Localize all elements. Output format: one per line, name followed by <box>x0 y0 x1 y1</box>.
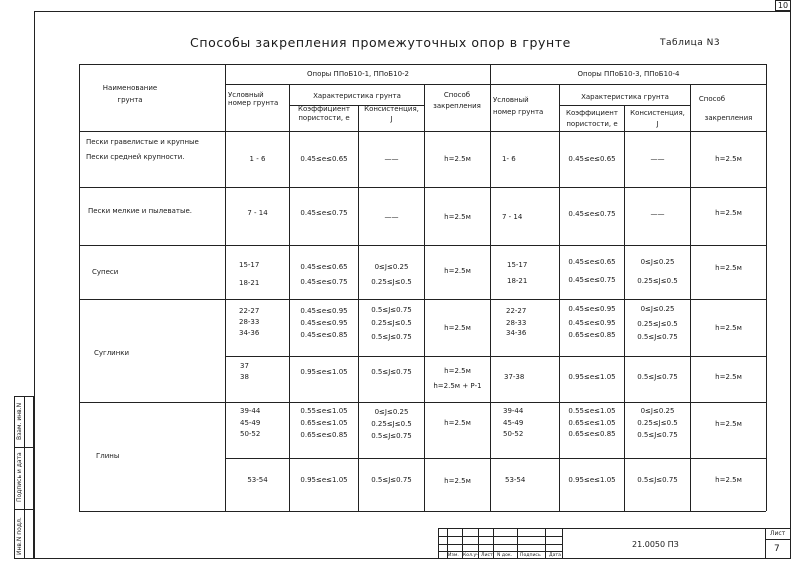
r4-method-2: h=2.5м <box>715 324 742 332</box>
r7-consistency-1: 0.5≤J≤0.75 <box>371 476 412 484</box>
r5-cond-no-2: 37-38 <box>504 373 525 381</box>
stamp-label-izm: Изм. <box>448 553 459 558</box>
soil-sandy-loam: Супеси <box>92 268 119 276</box>
r2-consistency-1: —— <box>384 213 399 221</box>
r4-consistency-2b: 0.25≤J≤0.5 <box>637 320 678 328</box>
r3-cond-no-1a: 15-17 <box>239 261 260 269</box>
header-porosity-2-l2: пористости, е <box>566 120 618 128</box>
r7-method-1: h=2.5м <box>444 477 471 485</box>
header-charact-2: Характеристика грунта <box>581 93 669 101</box>
r4-porosity-2b: 0.45≤е≤0.95 <box>568 319 616 327</box>
r5-consistency-2: 0.5≤J≤0.75 <box>637 373 678 381</box>
r6-consistency-2b: 0.25≤J≤0.5 <box>637 419 678 427</box>
r6-consistency-2c: 0.5≤J≤0.75 <box>637 431 678 439</box>
soil-sands-gravelly: Пески гравелистые и крупные <box>86 138 199 146</box>
stamp-label-list: Лист <box>481 553 493 558</box>
r5-cond-no-1b: 38 <box>240 373 249 381</box>
r4-consistency-1a: 0.5≤J≤0.75 <box>371 306 412 314</box>
r4-cond-no-2a: 22-27 <box>506 307 527 315</box>
header-porosity-2-l1: Коэффициент <box>566 109 618 117</box>
header-group1-title: Опоры ППоБ10-1, ППоБ10-2 <box>306 70 409 78</box>
r6-porosity-2b: 0.65≤е≤1.05 <box>568 419 616 427</box>
r3-cond-no-2b: 18-21 <box>507 277 528 285</box>
r5-method-2: h=2.5м <box>715 373 742 381</box>
r1-method-2: h=2.5м <box>715 155 742 163</box>
r6-consistency-1c: 0.5≤J≤0.75 <box>371 432 412 440</box>
soil-clay: Глины <box>96 452 120 460</box>
r4-consistency-1b: 0.25≤J≤0.5 <box>371 319 412 327</box>
header-cond-no-2-l2: номер грунта <box>493 108 544 116</box>
r3-consistency-2b: 0.25≤J≤0.5 <box>637 277 678 285</box>
r2-porosity-2: 0.45≤е≤0.75 <box>568 210 616 218</box>
r1-porosity-2: 0.45≤е≤0.65 <box>568 155 616 163</box>
r5-consistency-1: 0.5≤J≤0.75 <box>371 368 412 376</box>
r3-porosity-1b: 0.45≤е≤0.75 <box>300 278 348 286</box>
stamp-sheet-label: Лист <box>770 530 786 537</box>
header-soil-name-line1: Наименование <box>102 84 158 92</box>
side-sign-date: Подпись и дата <box>16 452 23 502</box>
header-group2-title: Опоры ППоБ10-3, ППоБ10-4 <box>577 70 680 78</box>
r2-cond-no-1: 7 - 14 <box>247 209 268 217</box>
header-cond-no-2-l1: Условный <box>493 96 529 104</box>
header-consistency-2-l2: J <box>656 120 659 128</box>
r1-consistency-2: —— <box>650 155 665 163</box>
r4-porosity-2a: 0.45≤е≤0.95 <box>568 305 616 313</box>
r4-porosity-1c: 0.45≤е≤0.85 <box>300 331 348 339</box>
r4-cond-no-1c: 34-36 <box>239 329 260 337</box>
r6-porosity-1a: 0.55≤е≤1.05 <box>300 407 348 415</box>
header-cond-no-1-l1: Условный <box>228 91 264 99</box>
r1-porosity-1: 0.45≤е≤0.65 <box>300 155 348 163</box>
r7-cond-no-2: 53-54 <box>505 476 526 484</box>
r3-porosity-2b: 0.45≤е≤0.75 <box>568 276 616 284</box>
r7-method-2: h=2.5м <box>715 476 742 484</box>
r6-cond-no-1a: 39-44 <box>240 407 261 415</box>
header-consistency-2-l1: Консистенция, <box>630 109 685 117</box>
r3-cond-no-2a: 15-17 <box>507 261 528 269</box>
r3-consistency-2a: 0≤J≤0.25 <box>640 258 675 266</box>
header-consistency-1-l2: J <box>390 115 393 123</box>
r2-method-2: h=2.5м <box>715 209 742 217</box>
stamp-label-sign: Подпись <box>520 553 541 558</box>
r6-consistency-1b: 0.25≤J≤0.5 <box>371 420 412 428</box>
r1-cond-no-1: 1 - 6 <box>249 155 266 163</box>
r6-cond-no-2a: 39-44 <box>503 407 524 415</box>
r6-method-2: h=2.5м <box>715 420 742 428</box>
r2-consistency-2: —— <box>650 210 665 218</box>
stamp-sheet-number: 7 <box>774 544 780 554</box>
r3-porosity-2a: 0.45≤е≤0.65 <box>568 258 616 266</box>
r4-cond-no-1b: 28-33 <box>239 318 260 326</box>
r4-consistency-2c: 0.5≤J≤0.75 <box>637 333 678 341</box>
document-code: 21.0050 ПЗ <box>632 540 679 549</box>
r5-cond-no-1a: 37 <box>240 362 249 370</box>
r6-cond-no-2b: 45-49 <box>503 419 524 427</box>
r6-porosity-1b: 0.65≤е≤1.05 <box>300 419 348 427</box>
r7-cond-no-1: 53-54 <box>247 476 268 484</box>
table-number: Таблица N3 <box>660 38 721 48</box>
side-replace: Взам. инв.N <box>16 402 23 440</box>
r4-porosity-2c: 0.65≤е≤0.85 <box>568 331 616 339</box>
page-title: Способы закрепления промежуточных опор в грунте <box>190 35 571 50</box>
r4-cond-no-2c: 34-36 <box>506 329 527 337</box>
r6-cond-no-1c: 50-52 <box>240 430 261 438</box>
r6-consistency-2a: 0≤J≤0.25 <box>640 407 675 415</box>
r4-consistency-2a: 0≤J≤0.25 <box>640 305 675 313</box>
r1-method-1: h=2.5м <box>444 155 471 163</box>
r5-porosity-1: 0.95≤е≤1.05 <box>300 368 348 376</box>
stamp-label-kol: Кол.уч <box>463 553 479 558</box>
r2-porosity-1: 0.45≤е≤0.75 <box>300 209 348 217</box>
r6-porosity-1c: 0.65≤е≤0.85 <box>300 431 348 439</box>
r3-method-1: h=2.5м <box>444 267 471 275</box>
r5-method-1b: h=2.5м + Р-1 <box>433 382 482 390</box>
r4-cond-no-1a: 22-27 <box>239 307 260 315</box>
header-method-1-l1: Способ <box>443 91 471 99</box>
stamp-label-doc: N док. <box>497 553 513 558</box>
r3-method-2: h=2.5м <box>715 264 742 272</box>
header-consistency-1-l1: Консистенция, <box>364 105 419 113</box>
r4-method-1: h=2.5м <box>444 324 471 332</box>
header-cond-no-1-l2: номер грунта <box>228 99 279 107</box>
r3-consistency-1a: 0≤J≤0.25 <box>374 263 409 271</box>
r4-porosity-1a: 0.45≤е≤0.95 <box>300 307 348 315</box>
header-method-1-l2: закрепления <box>433 102 481 110</box>
stamp-label-date: Дата <box>549 553 561 558</box>
sheet-corner-number: 10 <box>775 0 791 11</box>
header-porosity-1-l1: Коэффициент <box>298 105 350 113</box>
r5-method-1a: h=2.5м <box>444 367 471 375</box>
r4-porosity-1b: 0.45≤е≤0.95 <box>300 319 348 327</box>
r1-cond-no-2: 1- 6 <box>502 155 516 163</box>
soil-sands-fine: Пески мелкие и пылеватые. <box>88 207 193 215</box>
header-soil-name-line2: грунта <box>117 96 143 104</box>
r6-porosity-2a: 0.55≤е≤1.05 <box>568 407 616 415</box>
r6-porosity-2c: 0.65≤е≤0.85 <box>568 430 616 438</box>
r7-consistency-2: 0.5≤J≤0.75 <box>637 476 678 484</box>
r3-cond-no-1b: 18-21 <box>239 279 260 287</box>
header-porosity-1-l2: пористости, е <box>298 114 350 122</box>
r3-porosity-1a: 0.45≤е≤0.65 <box>300 263 348 271</box>
header-charact-1: Характеристика грунта <box>313 92 401 100</box>
r4-cond-no-2b: 28-33 <box>506 319 527 327</box>
side-inv-orig: Инв.N подл. <box>16 517 23 555</box>
r6-cond-no-2c: 50-52 <box>503 430 524 438</box>
r2-method-1: h=2.5м <box>444 213 471 221</box>
r1-consistency-1: —— <box>384 155 399 163</box>
header-method-2-l2: закрепления <box>704 114 753 122</box>
r6-consistency-1a: 0≤J≤0.25 <box>374 408 409 416</box>
soil-sands-medium: Пески средней крупности. <box>86 153 185 161</box>
r7-porosity-1: 0.95≤е≤1.05 <box>300 476 348 484</box>
soil-loam: Суглинки <box>94 349 130 357</box>
r3-consistency-1b: 0.25≤J≤0.5 <box>371 278 412 286</box>
header-method-2-l1: Способ <box>698 95 726 103</box>
r6-method-1: h=2.5м <box>444 419 471 427</box>
r5-porosity-2: 0.95≤е≤1.05 <box>568 373 616 381</box>
r2-cond-no-2: 7 - 14 <box>502 213 523 221</box>
r6-cond-no-1b: 45-49 <box>240 419 261 427</box>
r7-porosity-2: 0.95≤е≤1.05 <box>568 476 616 484</box>
r4-consistency-1c: 0.5≤J≤0.75 <box>371 333 412 341</box>
